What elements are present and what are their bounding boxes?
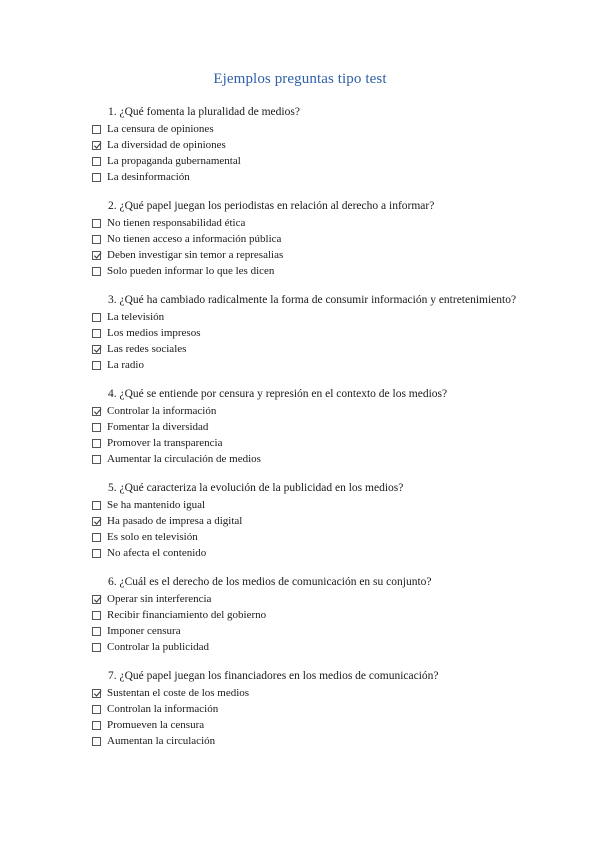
checkmark-icon bbox=[93, 141, 102, 150]
checkbox-checked-icon[interactable] bbox=[92, 595, 101, 604]
checkbox-icon[interactable] bbox=[92, 235, 101, 244]
answer-option[interactable] bbox=[92, 591, 532, 607]
checkbox-icon[interactable] bbox=[92, 455, 101, 464]
answer-option-label: Ha pasado de impresa a digital bbox=[107, 515, 243, 527]
checkbox-icon[interactable] bbox=[92, 267, 101, 276]
checkmark-icon bbox=[93, 345, 102, 354]
answer-option-label: Las redes sociales bbox=[107, 343, 187, 355]
answer-option[interactable] bbox=[92, 357, 532, 373]
checkbox-icon[interactable] bbox=[92, 533, 101, 542]
answer-option[interactable] bbox=[92, 623, 532, 639]
answer-option-label: No tienen acceso a información pública bbox=[107, 233, 282, 245]
checkbox-icon[interactable] bbox=[92, 737, 101, 746]
question-text: 5. ¿Qué caracteriza la evolución de la publicidad en los medios? bbox=[108, 482, 404, 494]
answer-option[interactable] bbox=[92, 419, 532, 435]
answer-option-label: Los medios impresos bbox=[107, 327, 201, 339]
question-block-4 bbox=[92, 386, 532, 467]
answer-option-label: Sustentan el coste de los medios bbox=[107, 687, 250, 699]
answer-option[interactable] bbox=[92, 435, 532, 451]
answer-option[interactable] bbox=[92, 247, 532, 263]
checkbox-icon[interactable] bbox=[92, 501, 101, 510]
answer-option[interactable] bbox=[92, 639, 532, 655]
checkbox-checked-icon[interactable] bbox=[92, 407, 101, 416]
answer-option-label: La censura de opiniones bbox=[107, 123, 214, 135]
question-text: 3. ¿Qué ha cambiado radicalmente la forma de consumir información y entretenimiento? bbox=[108, 294, 517, 306]
checkbox-icon[interactable] bbox=[92, 611, 101, 620]
answer-option-label: Deben investigar sin temor a represalias bbox=[107, 249, 284, 261]
checkmark-icon bbox=[93, 251, 102, 260]
answer-option-label: La diversidad de opiniones bbox=[107, 139, 226, 151]
answer-option[interactable] bbox=[92, 137, 532, 153]
answer-option-label: Controlar la publicidad bbox=[107, 641, 210, 653]
checkbox-icon[interactable] bbox=[92, 361, 101, 370]
answer-option[interactable] bbox=[92, 263, 532, 279]
question-block-7 bbox=[92, 668, 532, 749]
answer-option-label: Aumentar la circulación de medios bbox=[107, 453, 261, 465]
checkbox-checked-icon[interactable] bbox=[92, 141, 101, 150]
question-block-5 bbox=[92, 480, 532, 561]
question-text: 7. ¿Qué papel juegan los financiadores en los medios de comunicación? bbox=[108, 670, 439, 682]
answer-option[interactable] bbox=[92, 341, 532, 357]
question-block-3 bbox=[92, 292, 532, 373]
answer-option[interactable] bbox=[92, 513, 532, 529]
answer-option-label: Promover la transparencia bbox=[107, 437, 223, 449]
answer-option[interactable] bbox=[92, 121, 532, 137]
question-text: 1. ¿Qué fomenta la pluralidad de medios? bbox=[108, 106, 300, 118]
answer-option-label: Controlar la información bbox=[107, 405, 217, 417]
checkbox-icon[interactable] bbox=[92, 219, 101, 228]
answer-option[interactable] bbox=[92, 231, 532, 247]
question-block-6 bbox=[92, 574, 532, 655]
checkbox-icon[interactable] bbox=[92, 643, 101, 652]
checkbox-icon[interactable] bbox=[92, 313, 101, 322]
question-text: 2. ¿Qué papel juegan los periodistas en relación al derecho a informar? bbox=[108, 200, 435, 212]
checkbox-checked-icon[interactable] bbox=[92, 251, 101, 260]
answer-option-label: Promueven la censura bbox=[107, 719, 205, 731]
answer-option[interactable] bbox=[92, 717, 532, 733]
checkbox-icon[interactable] bbox=[92, 157, 101, 166]
answer-option-label: La propaganda gubernamental bbox=[107, 155, 241, 167]
answer-option[interactable] bbox=[92, 215, 532, 231]
checkmark-icon bbox=[93, 595, 102, 604]
answer-option[interactable] bbox=[92, 733, 532, 749]
answer-option-label: Se ha mantenido igual bbox=[107, 499, 206, 511]
answer-option[interactable] bbox=[92, 497, 532, 513]
page-title: Ejemplos preguntas tipo test bbox=[213, 71, 387, 87]
answer-option-label: Aumentan la circulación bbox=[107, 735, 216, 747]
checkbox-checked-icon[interactable] bbox=[92, 345, 101, 354]
answer-option[interactable] bbox=[92, 685, 532, 701]
question-text: 6. ¿Cuál es el derecho de los medios de comunicación en su conjunto? bbox=[108, 576, 432, 588]
answer-option[interactable] bbox=[92, 529, 532, 545]
answer-option-label: Fomentar la diversidad bbox=[107, 421, 209, 433]
answer-option-label: Solo pueden informar lo que les dicen bbox=[107, 265, 275, 277]
answer-option-label: Operar sin interferencia bbox=[107, 593, 212, 605]
answer-option-label: La televisión bbox=[107, 311, 165, 323]
answer-option-label: Es solo en televisión bbox=[107, 531, 198, 543]
question-text: 4. ¿Qué se entiende por censura y represión en el contexto de los medios? bbox=[108, 388, 448, 400]
question-block-1 bbox=[92, 104, 532, 185]
answer-option[interactable] bbox=[92, 169, 532, 185]
checkbox-icon[interactable] bbox=[92, 627, 101, 636]
answer-option-label: La radio bbox=[107, 359, 144, 371]
answer-option[interactable] bbox=[92, 701, 532, 717]
answer-option[interactable] bbox=[92, 403, 532, 419]
answer-option-label: Recibir financiamiento del gobierno bbox=[107, 609, 267, 621]
answer-option[interactable] bbox=[92, 309, 532, 325]
checkbox-icon[interactable] bbox=[92, 549, 101, 558]
answer-option[interactable] bbox=[92, 153, 532, 169]
checkmark-icon bbox=[93, 689, 102, 698]
checkbox-icon[interactable] bbox=[92, 125, 101, 134]
answer-option[interactable] bbox=[92, 607, 532, 623]
checkbox-icon[interactable] bbox=[92, 423, 101, 432]
answer-option-label: Imponer censura bbox=[107, 625, 181, 637]
checkbox-icon[interactable] bbox=[92, 705, 101, 714]
answer-option-label: No afecta el contenido bbox=[107, 547, 207, 559]
answer-option[interactable] bbox=[92, 451, 532, 467]
checkbox-icon[interactable] bbox=[92, 329, 101, 338]
question-list bbox=[92, 104, 532, 762]
checkbox-icon[interactable] bbox=[92, 721, 101, 730]
answer-option-label: No tienen responsabilidad ética bbox=[107, 217, 246, 229]
checkbox-checked-icon[interactable] bbox=[92, 689, 101, 698]
checkmark-icon bbox=[93, 407, 102, 416]
checkmark-icon bbox=[93, 517, 102, 526]
checkbox-icon[interactable] bbox=[92, 173, 101, 182]
answer-option[interactable] bbox=[92, 545, 532, 561]
checkbox-checked-icon[interactable] bbox=[92, 517, 101, 526]
answer-option-label: La desinformación bbox=[107, 171, 190, 183]
question-block-2 bbox=[92, 198, 532, 279]
answer-option-label: Controlan la información bbox=[107, 703, 219, 715]
answer-option[interactable] bbox=[92, 325, 532, 341]
checkbox-icon[interactable] bbox=[92, 439, 101, 448]
